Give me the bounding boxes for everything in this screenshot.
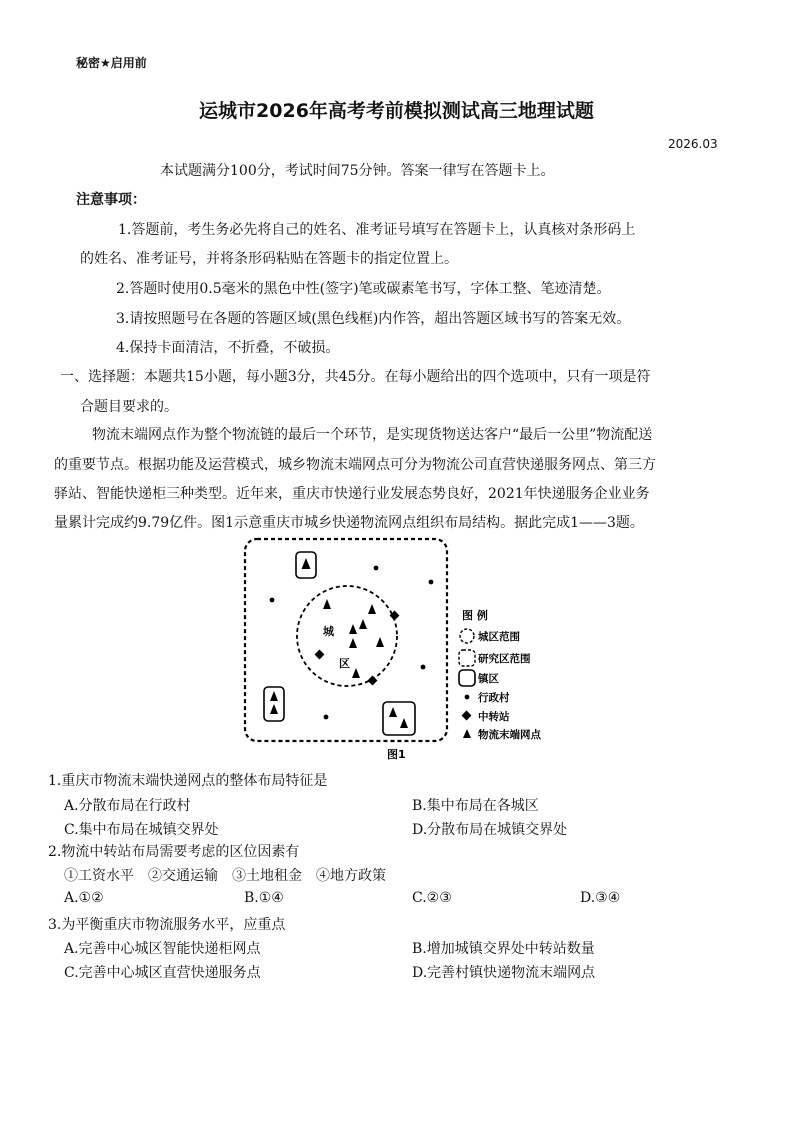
transfer-station-icon bbox=[315, 650, 325, 660]
exam-intro: 本试题满分100分，考试时间75分钟。答案一律写在答题卡上。 bbox=[160, 163, 555, 179]
terminal-point-icon bbox=[302, 558, 311, 569]
village-dot bbox=[270, 598, 275, 603]
passage-line-3: 驿站、智能快递柜三种类型。近年来，重庆市快递行业发展态势良好，2021年快递服务企业业务 bbox=[54, 486, 650, 502]
legend-town-label: 镇区 bbox=[478, 673, 499, 685]
question-2-option-a: A.①② bbox=[64, 890, 104, 906]
village-dot bbox=[429, 580, 434, 585]
terminal-point-icon bbox=[323, 599, 331, 609]
notice-item-1-line-2: 的姓名、准考证号，并将条形码粘贴在答题卡的指定位置上。 bbox=[80, 251, 458, 267]
section-1-instructions-line-1: 一、选择题：本题共15小题，每小题3分，共45分。在每小题给出的四个选项中，只有一项是符 bbox=[60, 369, 651, 385]
legend-transfer-icon bbox=[462, 711, 472, 721]
terminal-point-icon bbox=[389, 707, 397, 717]
village-dot bbox=[374, 566, 379, 571]
terminal-point-icon bbox=[349, 624, 357, 634]
question-2-option-d: D.③④ bbox=[580, 890, 621, 906]
terminal-point-icon bbox=[400, 718, 408, 728]
town-area bbox=[383, 702, 415, 735]
passage-line-1: 物流末端网点作为整个物流链的最后一个环节，是实现货物送达客户“最后一公里”物流配送 bbox=[92, 427, 653, 443]
terminal-point-icon bbox=[368, 604, 376, 614]
legend-village-label: 行政村 bbox=[478, 692, 510, 704]
confidential-label: 秘密★启用前 bbox=[76, 56, 147, 70]
notice-heading: 注意事项： bbox=[76, 192, 146, 208]
question-3-option-b: B.增加城镇交界处中转站数量 bbox=[412, 941, 595, 957]
figure-caption: 图1 bbox=[387, 748, 406, 761]
terminal-point-icon bbox=[270, 691, 278, 701]
terminal-point-icon bbox=[270, 704, 278, 714]
passage-line-2: 的重要节点。根据功能及运营模式，城乡物流末端网点可分为物流公司直营快递服务网点、第三方 bbox=[54, 457, 656, 473]
village-dot bbox=[421, 665, 426, 670]
notice-item-2: 2.答题时使用0.5毫米的黑色中性(签字)笔或碳素笔书写，字体工整、笔迹清楚。 bbox=[116, 281, 611, 297]
city-label-2: 区 bbox=[339, 657, 350, 670]
question-3-option-c: C.完善中心城区直营快递服务点 bbox=[64, 965, 261, 981]
village-dot bbox=[324, 715, 329, 720]
legend-village-icon bbox=[465, 695, 470, 700]
notice-item-3: 3.请按照题号在各题的答题区域(黑色线框)内作答，超出答题区域书写的答案无效。 bbox=[116, 311, 631, 327]
question-1-option-d: D.分散布局在城镇交界处 bbox=[412, 822, 568, 838]
notice-item-4: 4.保持卡面清洁，不折叠，不破损。 bbox=[116, 340, 340, 356]
passage-line-4: 量累计完成约9.79亿件。图1示意重庆市城乡快递物流网点组织布局结构。据此完成1——3题。 bbox=[54, 515, 644, 531]
question-1-option-a: A.分散布局在行政村 bbox=[64, 798, 191, 814]
legend-terminal-label: 物流末端网点 bbox=[478, 729, 541, 741]
question-2-stem: 2.物流中转站布局需要考虑的区位因素有 bbox=[48, 844, 300, 860]
question-3-option-d: D.完善村镇快递物流末端网点 bbox=[412, 965, 596, 981]
figure-1-map bbox=[241, 535, 557, 763]
city-area-boundary bbox=[297, 586, 397, 686]
legend-town-icon bbox=[459, 670, 475, 686]
city-label-1: 城 bbox=[323, 625, 334, 638]
question-3-stem: 3.为平衡重庆市物流服务水平，应重点 bbox=[48, 917, 286, 933]
exam-title: 运城市2026年高考考前模拟测试高三地理试题 bbox=[199, 100, 594, 122]
transfer-station-icon bbox=[368, 676, 378, 686]
legend-city-icon bbox=[460, 629, 474, 643]
legend-terminal-icon bbox=[463, 729, 471, 738]
question-1-stem: 1.重庆市物流末端快递网点的整体布局特征是 bbox=[48, 773, 328, 789]
terminal-point-icon bbox=[376, 637, 384, 647]
legend-study-label: 研究区范围 bbox=[478, 653, 531, 665]
question-2-option-c: C.②③ bbox=[412, 890, 452, 906]
terminal-point-icon bbox=[359, 619, 367, 629]
exam-date: 2026.03 bbox=[668, 137, 718, 151]
question-3-option-a: A.完善中心城区智能快递柜网点 bbox=[64, 941, 261, 957]
section-1-instructions-line-2: 合题目要求的。 bbox=[80, 399, 178, 415]
legend-title: 图 例 bbox=[462, 609, 488, 622]
legend-city-label: 城区范围 bbox=[478, 631, 520, 643]
question-1-option-b: B.集中布局在各城区 bbox=[412, 798, 539, 814]
question-2-factors: ①工资水平 ②交通运输 ③土地租金 ④地方政策 bbox=[64, 868, 386, 884]
question-2-option-b: B.①④ bbox=[244, 890, 284, 906]
legend-study-icon bbox=[459, 650, 475, 666]
terminal-point-icon bbox=[352, 668, 360, 678]
terminal-point-icon bbox=[349, 638, 357, 648]
legend-transfer-label: 中转站 bbox=[478, 711, 510, 723]
question-1-option-c: C.集中布局在城镇交界处 bbox=[64, 822, 219, 838]
notice-item-1-line-1: 1.答题前，考生务必先将自己的姓名、准考证号填写在答题卡上，认真核对条形码上 bbox=[118, 222, 636, 238]
